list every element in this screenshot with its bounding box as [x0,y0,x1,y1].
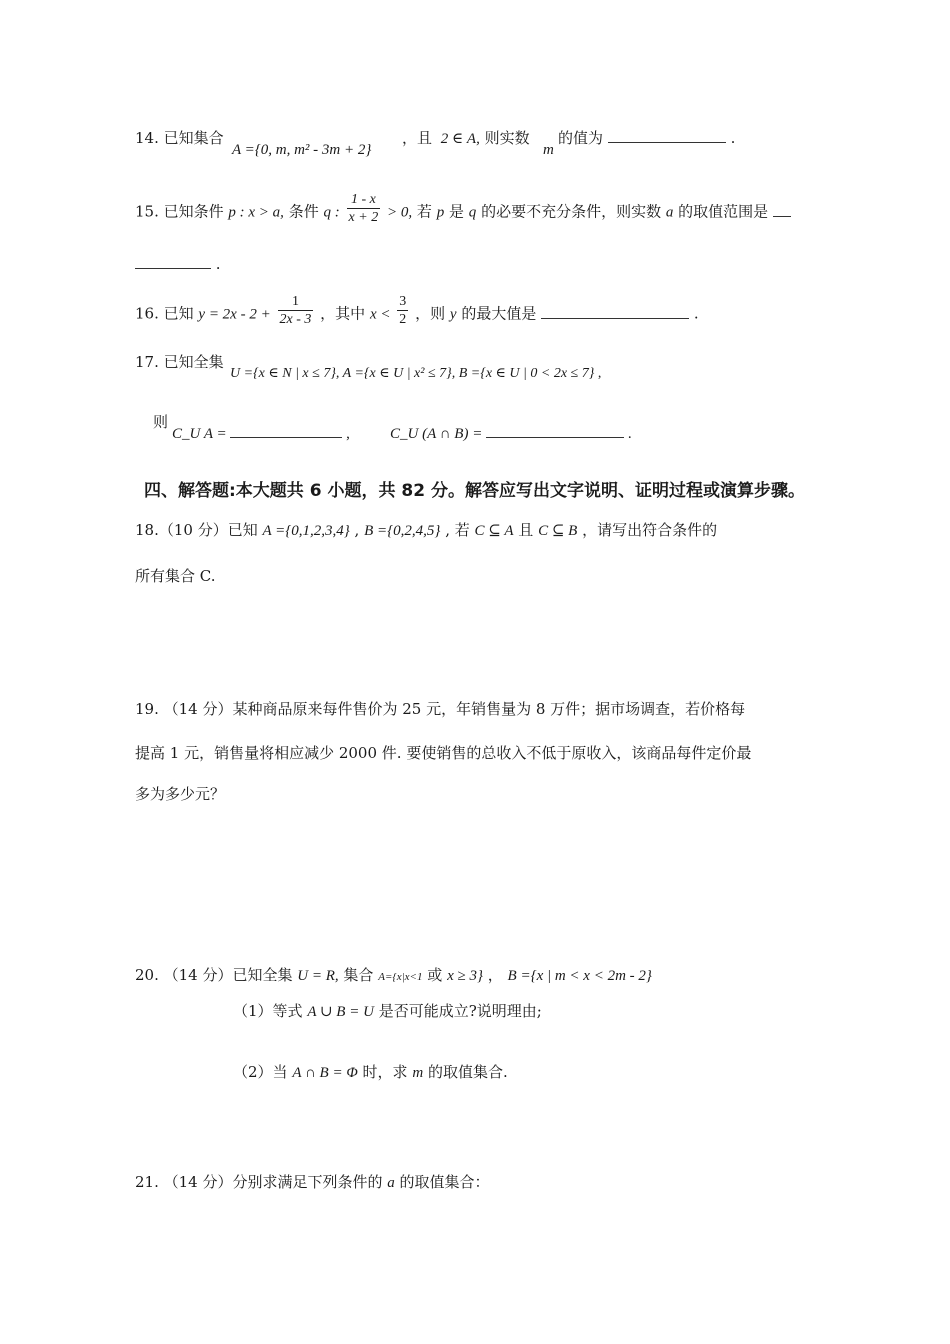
q21-a-var: a [387,1175,395,1191]
q18-tail: ，请写出符合条件的 [582,521,718,539]
q15-fraction [347,192,381,227]
q16-answer-blank [541,318,689,319]
q20-mid: 集合 [343,966,374,984]
q14-tail [558,128,735,148]
q14-tail-text: 的值为 [558,129,604,147]
q14-label: 14. 已知集合 [135,129,224,147]
q15-label: 15. 已知条件 [135,202,224,221]
q21-tail: 的取值集合： [399,1173,490,1191]
q15-mid4: 的必要不充分条件，则实数 [481,202,662,221]
q19-line-2: 提高 1 元，销售量将相应减少 2000 件. 要使销售的总收入不低于原收入，该商品每件定价最 [135,744,752,762]
q20-part-2 [233,1062,508,1083]
q15-q: q : [323,204,340,221]
q16-fraction-denominator: 2x - 3 [279,312,312,327]
q17-comma2: , [346,426,350,442]
q15-fraction-numerator: 1 - x [347,192,381,209]
q16-label: 16. 已知 [135,304,194,323]
q15-mid2: 若 [416,202,432,221]
q20-part-2-expr: A ∩ B = Φ [292,1065,358,1081]
q20-label: 20. （14 分）已知全集 [135,966,293,984]
q15-mid3: 是 [448,202,464,221]
q20-part-1-suffix: 是否可能成立?说明理由; [378,1002,542,1020]
q18-line-2: 所有集合 C. [135,567,216,585]
question-16 [135,294,699,329]
q19-line-1: 19. （14 分）某种商品原来每件售价为 25 元，年销售量为 8 万件；据市场调查，若价格每 [135,700,746,718]
q16-mid1: ，其中 [320,304,366,323]
q20-comma: ， [487,966,503,984]
q16-mid2: ，则 [415,304,446,323]
q18-condition-2: C ⊆ B [538,523,578,539]
q15-p: p : x > a, [228,204,284,221]
q20-part-2-mid: 时，求 [362,1063,408,1081]
q20-part-2-m: m [412,1065,424,1081]
q16-condition-denominator: 2 [399,312,407,327]
q14-condition: 2 ∈ A, [440,131,480,147]
q16-fraction-numerator: 1 [278,294,314,311]
q15-gt: > 0, [387,204,413,221]
question-18 [135,520,717,541]
q15-end: . [215,255,221,273]
q17-answer-blank-1 [230,437,342,438]
q14-end: . [730,129,736,147]
q16-tail: 的最大值是 [461,304,537,323]
q20-set-b: B ={x | m < x < 2m - 2} [507,968,652,984]
q14-set: A ={0, m, m² - 3m + 2} [232,142,372,158]
question-21 [135,1172,490,1193]
q18-and: 且 [518,521,534,539]
question-14 [135,128,224,148]
q15-tail: 的取值范围是 [678,202,769,221]
q19-line-3: 多为多少元？ [135,785,226,803]
q20-universe: U = R, [297,968,339,984]
q16-fraction [278,294,314,329]
q17-complement-a-expr: C_U A = [172,426,227,442]
q20-part-1 [233,1001,542,1022]
q18-label: 18.（10 分）已知 [135,521,258,539]
q15-answer-blank-2 [135,268,211,269]
q18-mid: , 若 [445,521,470,539]
q20-part-2-prefix: （2）当 [233,1063,288,1081]
question-20 [135,965,652,987]
q17-label: 17. 已知全集 [135,353,224,371]
q17-complement-a [172,424,350,444]
q18-condition-1: C ⊆ A [474,523,514,539]
q17-sets-expression: U ={x ∈ N | x ≤ 7}, A ={x ∈ U | x² ≤ 7}, B ={x ∈ U | 0 < 2x ≤ 7} [230,366,595,381]
q17-complement-intersection [390,424,632,444]
q15-fraction-denominator: x + 2 [348,210,379,225]
q14-answer-blank [608,142,726,143]
q20-part-1-prefix: （1）等式 [233,1002,303,1020]
q17-answer-blank-2 [486,437,624,438]
q14-rest [402,128,530,149]
q20-set-a: A={x|x<1 [378,971,423,983]
q18-set-a: A ={0,1,2,3,4} [262,523,350,539]
q16-condition-numerator: 3 [399,294,407,309]
q16-condition-fraction [397,294,408,329]
q15-mid1: 条件 [288,202,319,221]
q17-complement-intersection-expr: C_U (A ∩ B) = [390,426,483,442]
q20-part-1-expr: A ∪ B = U [307,1004,374,1020]
section-4-heading: 四、解答题:本大题共 6 小题，共 82 分。解答应写出文字说明、证明过程或演算步骤。 [144,481,805,501]
q20-set-a-2: x ≥ 3} [447,968,483,984]
question-15 [135,192,791,227]
q17-then-label: 则 [153,413,169,431]
q14-comma: ，且 [402,129,433,147]
q15-continuation [135,254,221,274]
question-17 [135,352,224,372]
q18-sep: , [354,521,360,539]
q18-set-b: B ={0,2,4,5} [364,523,441,539]
q16-expression: y = 2x - 2 + [198,306,271,323]
q15-answer-blank-1 [773,216,791,217]
q20-or: 或 [427,966,443,984]
q17-end: . [627,426,632,442]
q17-sets [230,364,601,384]
q15-p-var: p [436,204,445,221]
q20-part-2-suffix: 的取值集合. [427,1063,508,1081]
q14-mid: 则实数 [484,129,530,147]
q14-set-expression [232,140,371,160]
q14-var-m: m [543,142,554,158]
q17-comma: , [597,366,602,381]
q16-condition: x < [369,306,391,323]
q16-end: . [693,304,699,323]
q15-q-var: q [468,204,477,221]
q15-a-var: a [665,204,674,221]
q21-label: 21. （14 分）分别求满足下列条件的 [135,1173,383,1191]
q16-y-var: y [449,306,457,323]
